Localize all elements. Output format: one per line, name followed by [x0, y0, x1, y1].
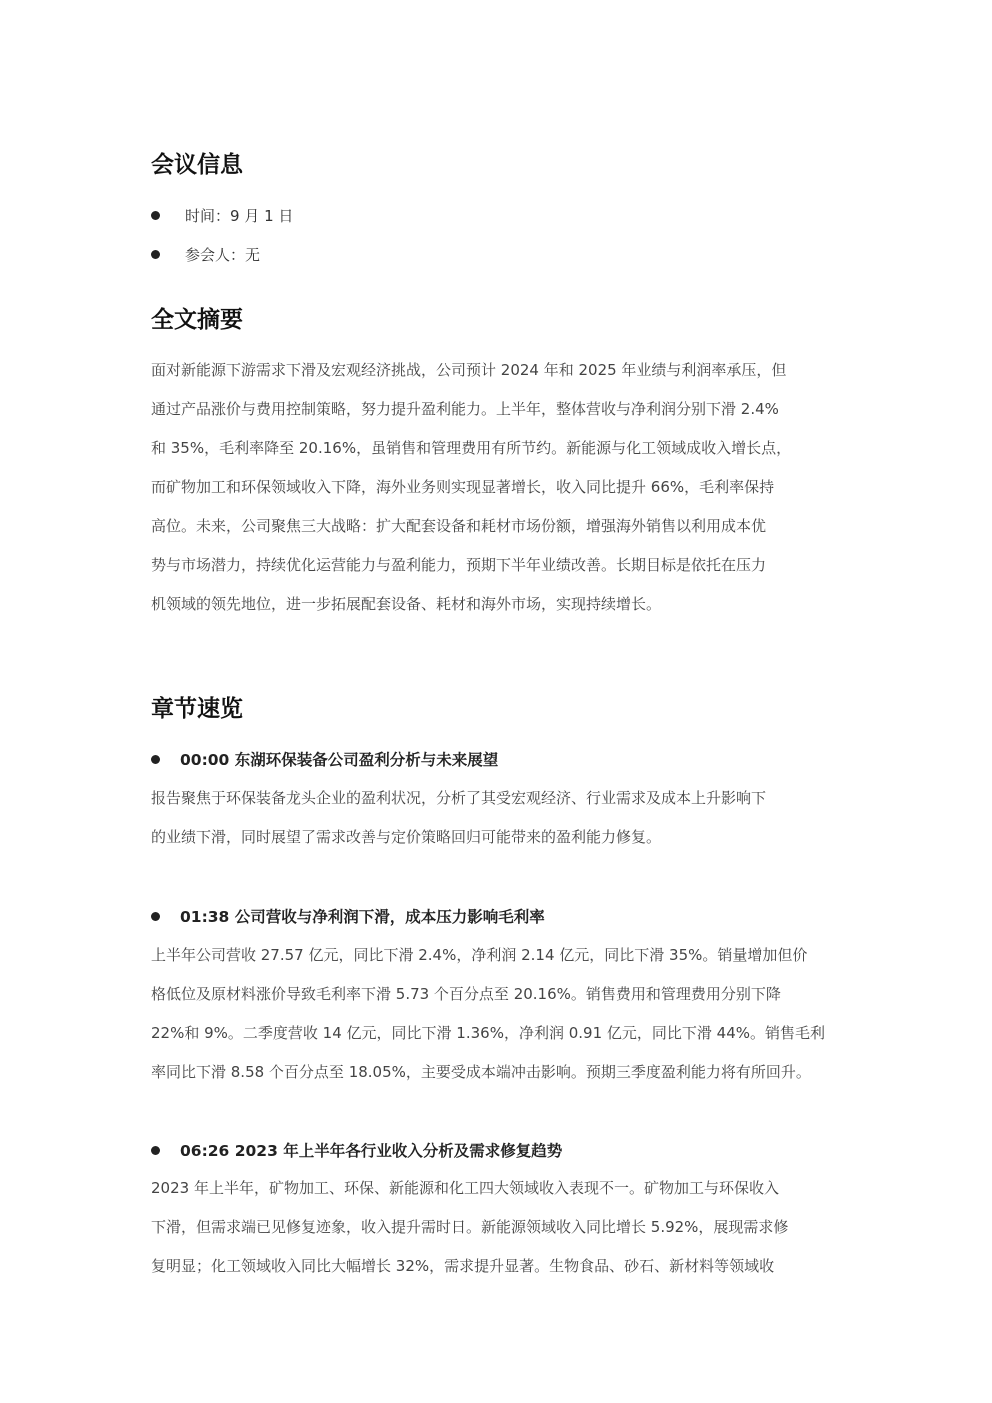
meeting-attendees-value: 无 [245, 245, 261, 264]
summary-line: 势与市场潜力，持续优化运营能力与盈利能力，预期下半年业绩改善。长期目标是依托在压力 [151, 556, 767, 574]
meeting-info-title: 会议信息 [151, 152, 243, 178]
chapter-paragraph [151, 936, 848, 1092]
summary-line: 通过产品涨价与费用控制策略，努力提升盈利能力。上半年，整体营收与净利润分别下滑 2.4% [151, 400, 779, 418]
chapter-paragraph [151, 1169, 848, 1286]
chapter-line: 上半年公司营收 27.57 亿元，同比下滑 2.4%，净利润 2.14 亿元，同比下滑 35%。销量增加但价 [151, 946, 808, 964]
summary-line: 机领域的领先地位，进一步拓展配套设备、耗材和海外市场，实现持续增长。 [151, 595, 662, 613]
bullet-icon [151, 1146, 160, 1155]
chapter-line: 2023 年上半年，矿物加工、环保、新能源和化工四大领域收入表现不一。矿物加工与环保收入 [151, 1179, 779, 1197]
bullet-icon [151, 250, 160, 259]
meeting-time-label: 时间： [185, 206, 231, 225]
summary-line: 面对新能源下游需求下滑及宏观经济挑战，公司预计 2024 年和 2025 年业绩与利润率承压，但 [151, 361, 787, 379]
chapter-line: 复明显；化工领域收入同比大幅增长 32%，需求提升显著。生物食品、砂石、新材料等领域收 [151, 1257, 775, 1275]
chapter-heading [151, 748, 498, 770]
summary-line: 高位。未来，公司聚焦三大战略：扩大配套设备和耗材市场份额，增强海外销售以利用成本优 [151, 517, 767, 535]
summary-paragraph [151, 351, 848, 624]
summary-line: 和 35%，毛利率降至 20.16%，虽销售和管理费用有所节约。新能源与化工领域成收入增长点， [151, 439, 792, 457]
chapter-line: 格低位及原材料涨价导致毛利率下滑 5.73 个百分点至 20.16%。销售费用和管理费用分别下降 [151, 985, 781, 1003]
meeting-time-item [151, 204, 293, 226]
bullet-icon [151, 211, 160, 220]
chapter-line: 的业绩下滑，同时展望了需求改善与定价策略回归可能带来的盈利能力修复。 [151, 828, 662, 846]
chapter-line: 22%和 9%。二季度营收 14 亿元，同比下滑 1.36%，净利润 0.91 亿元，同比下滑 44%。销售毛利 [151, 1024, 825, 1042]
bullet-icon [151, 912, 160, 921]
meeting-attendees-item [151, 243, 260, 265]
summary-title: 全文摘要 [151, 307, 243, 333]
summary-line: 而矿物加工和环保领域收入下降，海外业务则实现显著增长，收入同比提升 66%，毛利率保持 [151, 478, 775, 496]
chapters-title: 章节速览 [151, 696, 243, 722]
chapter-heading-text: 00:00 东湖环保装备公司盈利分析与未来展望 [180, 751, 499, 769]
chapter-line: 下滑，但需求端已见修复迹象，收入提升需时日。新能源领域收入同比增长 5.92%，展现需求修 [151, 1218, 789, 1236]
meeting-attendees-label: 参会人： [185, 245, 246, 264]
chapter-heading-text: 06:26 2023 年上半年各行业收入分析及需求修复趋势 [180, 1142, 563, 1160]
chapter-line: 率同比下滑 8.58 个百分点至 18.05%，主要受成本端冲击影响。预期三季度盈利能力将有所回升。 [151, 1063, 811, 1081]
chapter-line: 报告聚焦于环保装备龙头企业的盈利状况，分析了其受宏观经济、行业需求及成本上升影响下 [151, 789, 767, 807]
chapter-heading [151, 1139, 562, 1161]
chapter-paragraph [151, 779, 848, 857]
bullet-icon [151, 755, 160, 764]
chapter-heading [151, 905, 545, 927]
meeting-time-value: 9 月 1 日 [230, 206, 294, 225]
chapter-heading-text: 01:38 公司营收与净利润下滑，成本压力影响毛利率 [180, 908, 545, 926]
